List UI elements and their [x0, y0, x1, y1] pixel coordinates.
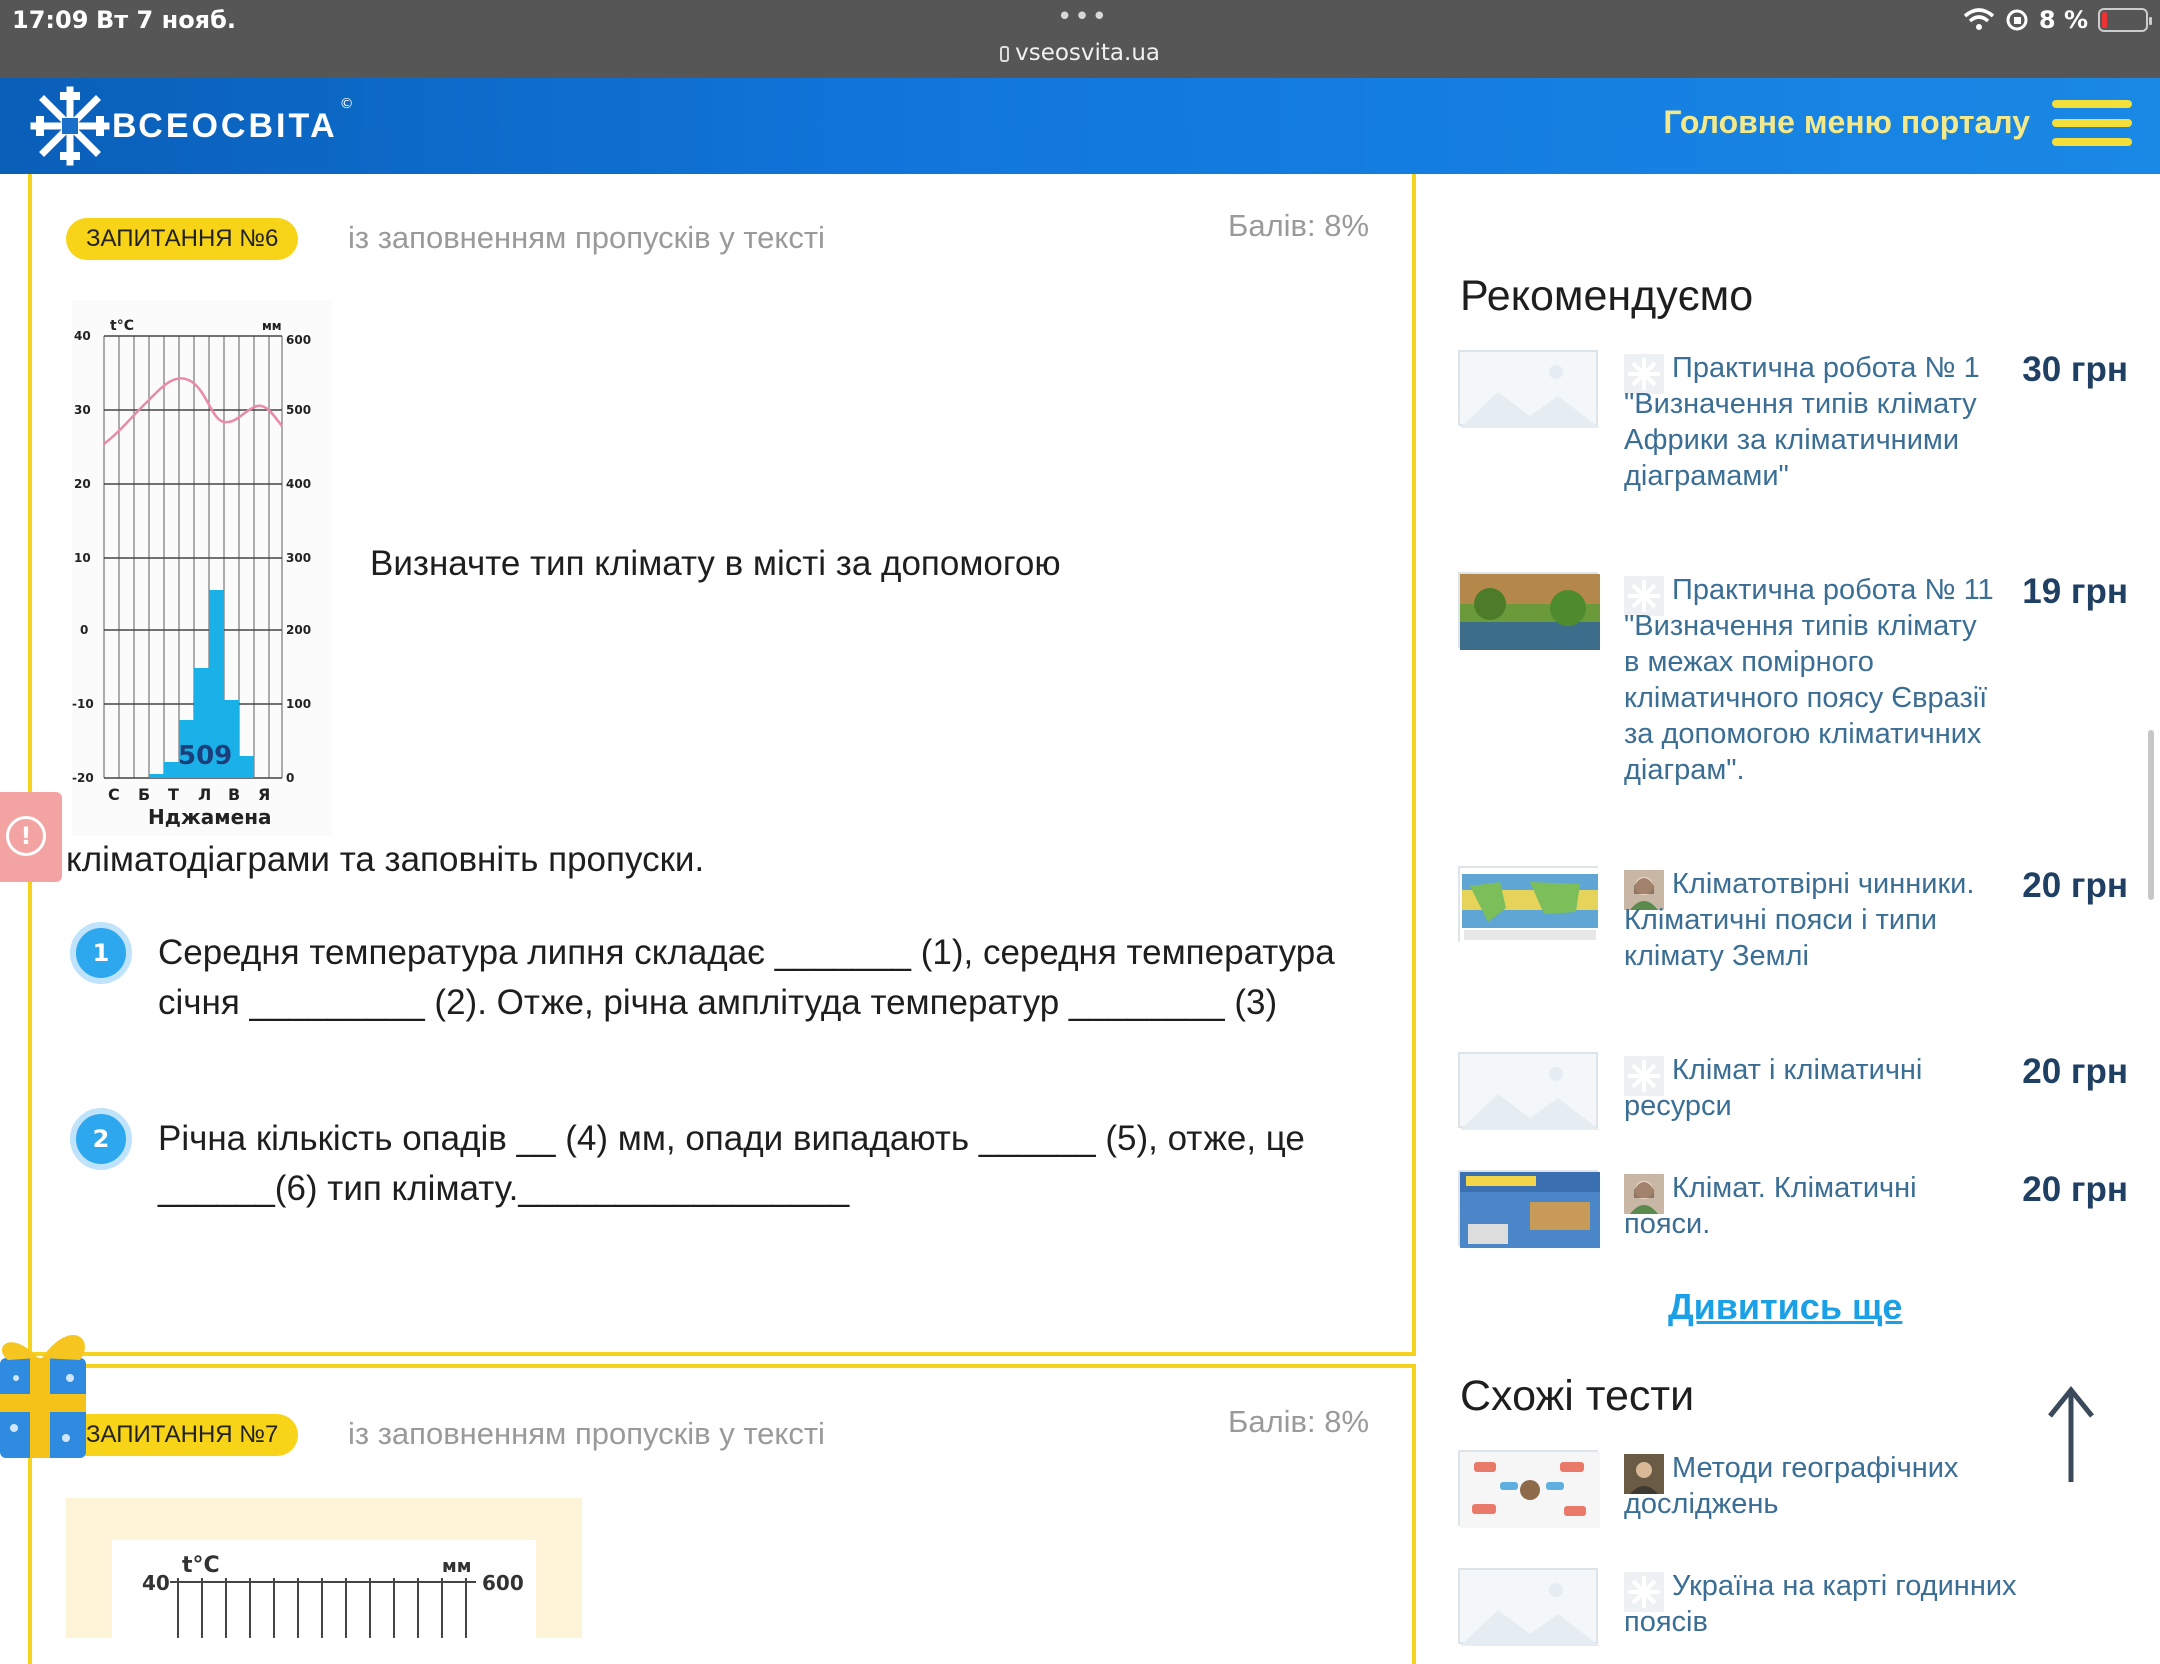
address-bar[interactable]: [1000, 40, 1160, 66]
recommended-item[interactable]: [1458, 1170, 2138, 1250]
wifi-icon: [1963, 8, 1995, 32]
blank-item: [70, 1114, 1390, 1214]
main-menu-link[interactable]: Головне меню порталу: [1663, 104, 2030, 140]
diagram-month: Я: [258, 785, 271, 804]
logo-copyright: ©: [339, 96, 354, 112]
blank-item: [70, 928, 1390, 1028]
diagram-right-tick: 600: [286, 333, 312, 347]
battery-icon: [2098, 8, 2148, 32]
recommended-item-title[interactable]: Кліматотвірні чинники. Кліматичні пояси і типи клімату Землі: [1624, 868, 1975, 972]
diagram-right-tick: 400: [286, 477, 312, 491]
diagram-month: С: [108, 785, 120, 804]
logo-text: ВСЕОСВІТА: [112, 106, 338, 145]
recommended-item[interactable]: [1458, 1052, 2138, 1132]
item-number-badge: 2: [70, 1108, 132, 1170]
diagram-right-tick: 100: [286, 697, 312, 711]
diagram-month: В: [228, 785, 241, 804]
lock-icon: [1000, 46, 1009, 62]
climate-map-thumbnail: [1458, 866, 1598, 942]
recommended-item-title[interactable]: Практична робота № 11 "Визначення типів клімату в межах помірного кліматичного поясу Євразії за допомогою кліматичних діаграм".: [1624, 574, 1994, 786]
diagram-left-tick: 40: [74, 329, 91, 343]
diagram-total: 509: [178, 741, 233, 771]
recommended-item[interactable]: [1458, 350, 2138, 530]
recommended-item-price: 20 грн: [2022, 866, 2128, 905]
diagram-right-tick: 0: [286, 771, 295, 785]
diagram-right-unit: мм: [442, 1556, 472, 1577]
recommended-item-title[interactable]: Клімат. Кліматичні пояси.: [1624, 1172, 1917, 1240]
item-text: Річна кількість опадів __ (4) мм, опади випадають ______ (5), отже, це ______(6) тип клімату._________________: [158, 1119, 1305, 1208]
scroll-to-top-arrow-icon[interactable]: [2046, 1386, 2096, 1484]
climate-diagram: [66, 1498, 582, 1638]
recommended-item-price: 19 грн: [2022, 572, 2128, 611]
more-dots-icon[interactable]: •••: [1057, 2, 1110, 32]
diagram-right-tick: 300: [286, 551, 312, 565]
diagram-right-tick: 600: [482, 1571, 524, 1595]
diagram-left-tick: 40: [142, 1571, 170, 1595]
diagram-left-unit: t°C: [182, 1553, 220, 1578]
site-header: [0, 78, 2160, 174]
page-scrollbar[interactable]: [2148, 730, 2154, 900]
placeholder-image-icon: [1458, 350, 1598, 426]
recommended-item-price: 20 грн: [2022, 1170, 2128, 1209]
item-number-badge: 1: [70, 922, 132, 984]
similar-test-item[interactable]: [1458, 1450, 2138, 1530]
methods-thumbnail: [1458, 1450, 1598, 1526]
question-score: Балів: 8%: [1228, 1404, 1370, 1439]
hamburger-menu-icon[interactable]: [2052, 100, 2132, 148]
similar-tests-title: Схожі тести: [1460, 1372, 1695, 1420]
diagram-left-unit: t°C: [110, 318, 134, 334]
diagram-left-tick: -20: [72, 771, 94, 785]
orientation-lock-icon: [2005, 8, 2029, 32]
feedback-tab[interactable]: [0, 792, 62, 882]
question-text-line2: кліматодіаграми та заповніть пропуски.: [66, 840, 705, 879]
status-time: 17:09: [12, 6, 89, 34]
see-more-link[interactable]: Дивитись ще: [1668, 1286, 1903, 1327]
diagram-month: Б: [138, 785, 151, 804]
gift-icon[interactable]: [0, 1298, 96, 1468]
question-number-badge: ЗАПИТАННЯ №7: [66, 1414, 298, 1456]
recommended-title: Рекомендуємо: [1460, 272, 1754, 320]
question-type: із заповненням пропусків у тексті: [348, 1416, 825, 1451]
diagram-city: Нджамена: [148, 805, 272, 829]
question-score: Балів: 8%: [1228, 208, 1370, 243]
status-date: Вт 7 нояб.: [96, 6, 236, 34]
placeholder-image-icon: [1458, 1568, 1598, 1644]
recommended-item-price: 30 грн: [2022, 350, 2128, 389]
diagram-left-tick: 20: [74, 477, 91, 491]
address-url: vseosvita.ua: [1015, 40, 1160, 66]
question-text-line1: Визначте тип клімату в місті за допомогою: [370, 544, 1061, 583]
diagram-month: Т: [168, 785, 179, 804]
diagram-left-tick: -10: [72, 697, 94, 711]
placeholder-image-icon: [1458, 1052, 1598, 1128]
recommended-item-title[interactable]: Клімат і кліматичні ресурси: [1624, 1054, 1923, 1122]
diagram-right-tick: 200: [286, 623, 312, 637]
recommended-item[interactable]: [1458, 572, 2138, 832]
recommended-item-title[interactable]: Практична робота № 1 "Визначення типів клімату Африки за кліматичними діаграмами": [1624, 352, 1980, 492]
diagram-month: Л: [198, 785, 212, 804]
snowflake-logo-icon: [30, 86, 110, 166]
item-text: Середня температура липня складає _______ (1), середня температура січня _________ (2). Отже, річна амплітуда температур ________ (3): [158, 933, 1335, 1022]
recommended-item-price: 20 грн: [2022, 1052, 2128, 1091]
diagram-right-unit: мм: [262, 319, 282, 333]
climate-diagram: [72, 300, 332, 836]
ios-status-bar: [0, 0, 2160, 78]
landscape-thumbnail: [1458, 572, 1598, 648]
similar-test-item[interactable]: [1458, 1568, 2138, 1638]
similar-test-title[interactable]: Методи географічних досліджень: [1624, 1452, 1959, 1520]
question-type: із заповненням пропусків у тексті: [348, 220, 825, 255]
diagram-left-tick: 30: [74, 403, 91, 417]
diagram-left-tick: 0: [80, 623, 89, 637]
climate-slide-thumbnail: [1458, 1170, 1598, 1246]
battery-percent: 8 %: [2038, 6, 2088, 34]
diagram-left-tick: 10: [74, 551, 91, 565]
alert-icon: !: [6, 816, 46, 856]
similar-test-title[interactable]: Україна на карті годинних поясів: [1624, 1570, 2017, 1638]
status-right: [1963, 6, 2148, 34]
recommended-item[interactable]: [1458, 866, 2138, 1016]
diagram-right-tick: 500: [286, 403, 312, 417]
question-number-badge: ЗАПИТАННЯ №6: [66, 218, 298, 260]
site-logo[interactable]: [30, 86, 354, 166]
